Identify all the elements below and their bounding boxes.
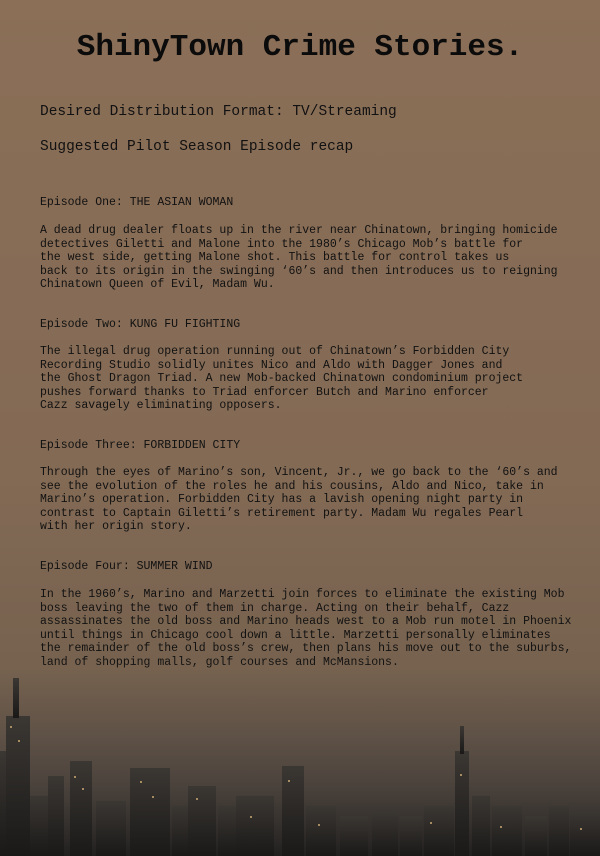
episode-two-heading: Episode Two: KUNG FU FIGHTING: [40, 318, 241, 331]
episode-four-heading: Episode Four: SUMMER WIND: [40, 560, 213, 573]
page-title: ShinyTown Crime Stories.: [76, 30, 524, 65]
episode-one-heading: Episode One: THE ASIAN WOMAN: [40, 196, 234, 209]
episode-one-body: A dead drug dealer floats up in the river near Chinatown, bringing homicide detectives Giletti and Malone into the 1980’s Chicago Mob’s battle for the west side, getting Malone shot. This battle for control takes us back to its origin in the swinging ‘60’s and then introduces us to reigning Chinatown Queen of Evil, Madam Wu.: [40, 224, 558, 291]
distribution-format-line: Desired Distribution Format: TV/Streaming: [40, 104, 397, 120]
episode-three-body: Through the eyes of Marino’s son, Vincent, Jr., we go back to the ‘60’s and see the evolution of the roles he and his cousins, Aldo and Nico, take in Marino’s operation. Forbidden City has a lavish opening night party in contrast to Captain Giletti’s retirement party. Madam Wu regales Pearl with her origin story.: [40, 466, 558, 533]
pilot-recap-heading: Suggested Pilot Season Episode recap: [40, 139, 354, 155]
episode-two-body: The illegal drug operation running out of Chinatown’s Forbidden City Recording Studio solidly unites Nico and Aldo with Dagger Jones and the Ghost Dragon Triad. A new Mob-backed Chinatown condominium project pushes forward thanks to Triad enforcer Butch and Marino enforcer Cazz savagely eliminating opposers.: [40, 345, 524, 412]
episode-four-body: In the 1960’s, Marino and Marzetti join forces to eliminate the existing Mob boss leaving the two of them in charge. Acting on their behalf, Cazz assassinates the old boss and Marino heads west to a Mob run motel in Phoenix until things in Chicago cool down a little. Marzetti personally eliminates the remainder of the old boss’s crew, then plans his move out to the suburbs,: [40, 588, 572, 655]
episode-three-heading: Episode Three: FORBIDDEN CITY: [40, 439, 241, 452]
city-skyline-image: [0, 656, 600, 856]
